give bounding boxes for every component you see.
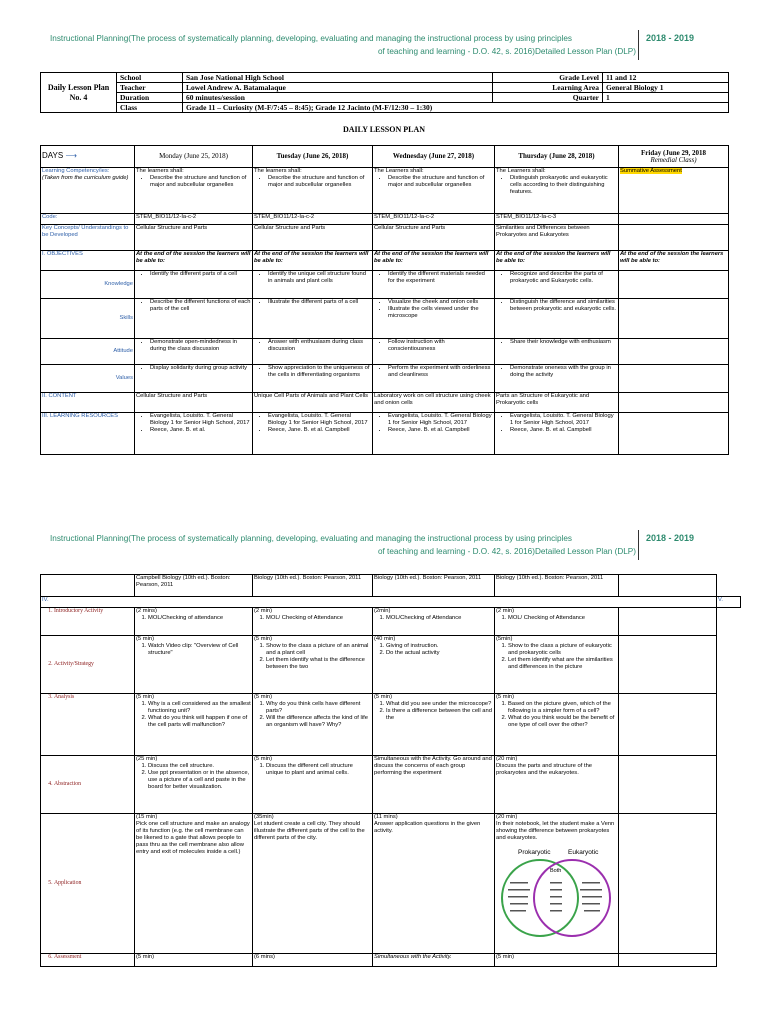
class-label: Class bbox=[117, 103, 183, 113]
objectives-tue: At the end of the session the learners will be able to: bbox=[253, 251, 373, 271]
code-thu: STEM_BIO11/12-Ia-c-3 bbox=[495, 214, 619, 225]
knowledge-mon: • Identify the different parts of a cell bbox=[135, 271, 253, 299]
plan-table-2 bbox=[40, 574, 741, 967]
assessment-tue: (6 mins) bbox=[253, 954, 373, 967]
duration-value: 60 minutes/session bbox=[183, 93, 493, 103]
application-label: 5. Application bbox=[41, 814, 135, 954]
resources-wed: • Evangelista, Louisito. T. General Biology 1 for Senior High School, 2017 • Reece, Jane. B. et al. Campbell bbox=[373, 413, 495, 455]
school-value: San Jose National High School bbox=[183, 73, 493, 83]
area-label: Learning Area bbox=[493, 83, 603, 93]
competency-thu: The Learners shall: • Distinguish prokaryotic and eukaryotic cells according to their distinguishing features. bbox=[495, 168, 619, 214]
day-monday: Monday (June 25, 2018) bbox=[135, 146, 253, 168]
page-header-1 bbox=[0, 32, 768, 72]
abstraction-tue: (5 min) 1. Discuss the different cell structure unique to plant and animal cells. bbox=[253, 756, 373, 814]
school-label: School bbox=[117, 73, 183, 83]
competency-fri bbox=[619, 168, 729, 214]
skills-thu: • Distinguish the difference and similarities between prokaryotic and eukaryotic cells. bbox=[495, 299, 619, 339]
book-fri bbox=[619, 575, 717, 597]
knowledge-thu: • Recognize and describe the parts of prokaryotic and Eukaryotic cells. bbox=[495, 271, 619, 299]
assessment-fri bbox=[619, 954, 717, 967]
concept-mon: Cellular Structure and Parts bbox=[135, 225, 253, 251]
book-mon: Campbell Biology (10th ed.). Boston: Pearson, 2011 bbox=[135, 575, 253, 597]
school-year: 2018 - 2019 bbox=[646, 33, 695, 43]
quarter-label: Quarter bbox=[493, 93, 603, 103]
skills-label: Skills bbox=[41, 299, 135, 339]
values-fri bbox=[619, 365, 729, 393]
activity-tue: (5 min) 1. Show to the class a picture of an animal and a plant cell 2. Let them identify what is the difference between the two bbox=[253, 636, 373, 694]
analysis-thu: (5 min) 1. Based on the picture given, which of the following is a simpler form of a cell? 2. What do you think would be the benefit of one type of cell over the other? bbox=[495, 694, 619, 756]
code-tue: STEM_BIO11/12-Ia-c-2 bbox=[253, 214, 373, 225]
info-table bbox=[40, 72, 729, 113]
values-wed: • Perform the experiment with orderliness and cleanliness bbox=[373, 365, 495, 393]
activity-wed: (40 min) 1. Giving of instruction. 2. Do the actual activity bbox=[373, 636, 495, 694]
school-year-2: 2018 - 2019 bbox=[646, 533, 695, 543]
venn-middle-label: Both bbox=[550, 867, 562, 874]
resources-fri bbox=[619, 413, 729, 455]
day-friday: Friday (June 29, 2018 Remedial Class) bbox=[619, 146, 729, 168]
competency-tue: The learners shall: • Describe the structure and function of major and subcellular organelles bbox=[253, 168, 373, 214]
venn-svg bbox=[496, 842, 616, 942]
teacher-label: Teacher bbox=[117, 83, 183, 93]
concept-thu: Similarities and Differences between Prokaryotes and Eukaryotes bbox=[495, 225, 619, 251]
intro-mon: (2 mins) 1. MOL/Checking of attendance bbox=[135, 608, 253, 636]
header-divider bbox=[638, 30, 639, 60]
activity-fri bbox=[619, 636, 717, 694]
competency-mon: The learners shall: • Describe the structure and function of major and subcellular organelles bbox=[135, 168, 253, 214]
analysis-fri bbox=[619, 694, 717, 756]
abstraction-thu: (20 min) Discuss the parts and structure of the prokaryotes and the eukaryotes. bbox=[495, 756, 619, 814]
knowledge-tue: • Identify the unique cell structure found in animals and plant cells bbox=[253, 271, 373, 299]
objectives-fri: At the end of the session the learners will be able to: bbox=[619, 251, 729, 271]
resources-tue: • Evangelista, Louisito. T. General Biology 1 for Senior High School, 2017 • Reece, Jane. B. et al. Campbell bbox=[253, 413, 373, 455]
attitude-tue: • Answer with enthusiasm during class discussion bbox=[253, 339, 373, 365]
days-header: DAYS ⟶ bbox=[41, 146, 135, 168]
attitude-thu: • Share their knowledge with enthusiasm bbox=[495, 339, 619, 365]
abstraction-mon: (25 min) 1. Discuss the cell structure. 2. Use ppt presentation or in the absence, use a picture of a cell and paste in the board for better visualization. bbox=[135, 756, 253, 814]
concept-tue: Cellular Structure and Parts bbox=[253, 225, 373, 251]
header-divider-2 bbox=[638, 530, 639, 560]
abstraction-label: 4. Abstraction bbox=[41, 756, 135, 814]
duration-label: Duration bbox=[117, 93, 183, 103]
grade-value: 11 and 12 bbox=[603, 73, 729, 83]
venn-left-label: Prokaryotic bbox=[518, 848, 551, 856]
assessment-mon: (5 min) bbox=[135, 954, 253, 967]
content-mon: Cellular Structure and Parts bbox=[135, 393, 253, 413]
intro-tue: (2 min) 1. MOL/ Checking of Attendance bbox=[253, 608, 373, 636]
venn-left-circle bbox=[502, 860, 578, 936]
analysis-wed: (5 min) 1. What did you see under the microscope? 2. Is there a difference between the cell and the bbox=[373, 694, 495, 756]
resources-thu: • Evangelista, Louisito. T. General Biology 1 for Senior High School, 2017 • Reece, Jane. B. et al. Campbell bbox=[495, 413, 619, 455]
skills-fri bbox=[619, 299, 729, 339]
plan-title: DAILY LESSON PLAN bbox=[342, 125, 426, 134]
venn-notes bbox=[508, 882, 602, 912]
intro-thu: (2 min) 1. MOL/ Checking of Attendance bbox=[495, 608, 619, 636]
code-fri bbox=[619, 214, 729, 225]
knowledge-fri bbox=[619, 271, 729, 299]
intro-fri bbox=[619, 608, 717, 636]
knowledge-label: Knowledge bbox=[41, 271, 135, 299]
values-label: Values bbox=[41, 365, 135, 393]
content-wed: Laboratory work on cell structure using cheek and onion cells bbox=[373, 393, 495, 413]
code-mon: STEM_BIO11/12-Ia-c-2 bbox=[135, 214, 253, 225]
analysis-tue: (5 min) 1. Why do you think cells have different parts? 2. Will the difference affects the kind of life an organism will have? Why? bbox=[253, 694, 373, 756]
quarter-value: 1 bbox=[603, 93, 729, 103]
abstraction-wed: Simultaneous with the Activity. Go around and discuss the concerns of each group performing the experiment bbox=[373, 756, 495, 814]
book-thu: Biology (10th ed.). Boston: Pearson, 2011 bbox=[495, 575, 619, 597]
day-tuesday: Tuesday (June 26, 2018) bbox=[253, 146, 373, 168]
content-fri bbox=[619, 393, 729, 413]
code-wed: STEM_BIO11/12-Ia-c-2 bbox=[373, 214, 495, 225]
concepts-label: Key Concepts/ Understandings to be Developed bbox=[41, 225, 135, 251]
procedures-v: V. bbox=[717, 597, 741, 608]
values-mon: • Display solidarity during group activity bbox=[135, 365, 253, 393]
content-label: II. CONTENT bbox=[41, 393, 135, 413]
book-tue: Biology (10th ed.). Boston: Pearson, 2011 bbox=[253, 575, 373, 597]
assessment-thu: (5 min) bbox=[495, 954, 619, 967]
header-text-2: Instructional Planning(The process of systematically planning, developing, evaluating and managing the instructional process by using principles of teaching and learning - D.O. 42, s. 2016)Detailed Lesson Plan (DLP) bbox=[50, 534, 636, 556]
area-value: General Biology 1 bbox=[603, 83, 729, 93]
objectives-wed: At the end of the session the learners will be able to: bbox=[373, 251, 495, 271]
objectives-mon: At the end of the session the learners will be able to: bbox=[135, 251, 253, 271]
application-thu: (20 min) In their notebook, let the student make a Venn showing the difference between prokaryotes and eukaryotes. Prokaryotic Eukaryotic Both bbox=[495, 814, 619, 954]
application-fri bbox=[619, 814, 717, 954]
content-tue: Unique Cell Parts of Animals and Plant Cells bbox=[253, 393, 373, 413]
resources-label: III. LEARNING RESOURCES bbox=[41, 413, 135, 455]
grade-label: Grade Level bbox=[493, 73, 603, 83]
day-thursday: Thursday (June 28, 2018) bbox=[495, 146, 619, 168]
concept-fri bbox=[619, 225, 729, 251]
attitude-wed: • Follow instruction with conscientiousness bbox=[373, 339, 495, 365]
skills-wed: • Visualize the cheek and onion cells • Illustrate the cells viewed under the microscope bbox=[373, 299, 495, 339]
procedures-iv: IV. bbox=[41, 597, 717, 608]
resources-mon: • Evangelista, Louisito. T. General Biology 1 for Senior High School, 2017 • Reece, Jane. B. et al. bbox=[135, 413, 253, 455]
assessment-wed: Simultaneous with the Activity. bbox=[373, 954, 495, 967]
application-mon: (15 min) Pick one cell structure and make an analogy of its function (e.g. the cell membrane can be likened to a gate that allows people to pass thru as the cell membrane also allow entry and exit of molecules inside a cell.) bbox=[135, 814, 253, 954]
day-wednesday: Wednesday (June 27, 2018) bbox=[373, 146, 495, 168]
values-tue: • Show appreciation to the uniqueness of the cells in differentiating organisms bbox=[253, 365, 373, 393]
activity-label: 2. Activity/Strategy bbox=[41, 636, 135, 694]
intro-label: 1. Introductory Activity bbox=[41, 608, 135, 636]
attitude-fri bbox=[619, 339, 729, 365]
application-wed: (11 mins) Answer application questions in the given activity. bbox=[373, 814, 495, 954]
content-thu: Parts an Structure of Eukaryotic and Prokaryotic cells bbox=[495, 393, 619, 413]
activity-mon: (5 min) 1. Watch Video clip: "Overview of Cell structure" bbox=[135, 636, 253, 694]
analysis-label: 3. Analysis bbox=[41, 694, 135, 756]
application-tue: (35min) Let student create a cell city. They should illustrate the different parts of the cell to the different parts of the city. bbox=[253, 814, 373, 954]
abstraction-fri bbox=[619, 756, 717, 814]
values-thu: • Demonstrate oneness with the group in doing the activity bbox=[495, 365, 619, 393]
intro-wed: (2min) 1. MOL/Checking of Attendance bbox=[373, 608, 495, 636]
skills-tue: • Illustrate the different parts of a cell bbox=[253, 299, 373, 339]
objectives-label: I. OBJECTIVES bbox=[41, 251, 135, 271]
concept-wed: Cellular Structure and Parts bbox=[373, 225, 495, 251]
analysis-mon: (5 min) 1. Why is a cell considered as the smallest functioning unit? 2. What do you think will happen if one of the cell parts will malfunction? bbox=[135, 694, 253, 756]
class-value: Grade 11 – Curiosity (M-F/7:45 – 8:45); Grade 12 Jacinto (M-F/12:30 – 1:30) bbox=[183, 103, 729, 113]
attitude-label: Attitude bbox=[41, 339, 135, 365]
header-text: Instructional Planning(The process of systematically planning, developing, evaluating and managing the instructional process by using principles of teaching and learning - D.O. 42, s. 2016)Detailed Lesson Plan (DLP) bbox=[50, 34, 636, 56]
code-label: Code: bbox=[41, 214, 135, 225]
competencies-label: Learning Competency/ies: (Taken from the curriculum guide) bbox=[41, 168, 135, 214]
dlp-number: Daily Lesson Plan No. 4 bbox=[41, 73, 117, 113]
activity-thu: (5min) 1. Show to the class a picture of eukaryotic and prokaryotic cells 2. Let them identify what are the similarities and differences in the picture bbox=[495, 636, 619, 694]
skills-mon: • Describe the different functions of each parts of the cell bbox=[135, 299, 253, 339]
summative-badge: Summative Assessment bbox=[620, 168, 682, 174]
knowledge-wed: • Identify the different materials needed for the experiment bbox=[373, 271, 495, 299]
assessment-label: 6. Assessment bbox=[41, 954, 135, 967]
objectives-thu: At the end of the session the learners will be able to: bbox=[495, 251, 619, 271]
attitude-mon: • Demonstrate open-mindedness in during the class discussion bbox=[135, 339, 253, 365]
book-wed: Biology (10th ed.). Boston: Pearson, 2011 bbox=[373, 575, 495, 597]
page-header-2 bbox=[0, 532, 768, 572]
plan-table-1 bbox=[40, 145, 729, 455]
venn-right-label: Eukaryotic bbox=[568, 848, 599, 856]
books-label bbox=[41, 575, 135, 597]
teacher-value: Lowel Andrew A. Batamalaque bbox=[183, 83, 493, 93]
venn-right-circle bbox=[534, 860, 610, 936]
competency-wed: The Learners shall: • Describe the structure and function of major and subcellular organelles bbox=[373, 168, 495, 214]
venn-diagram bbox=[496, 842, 616, 950]
